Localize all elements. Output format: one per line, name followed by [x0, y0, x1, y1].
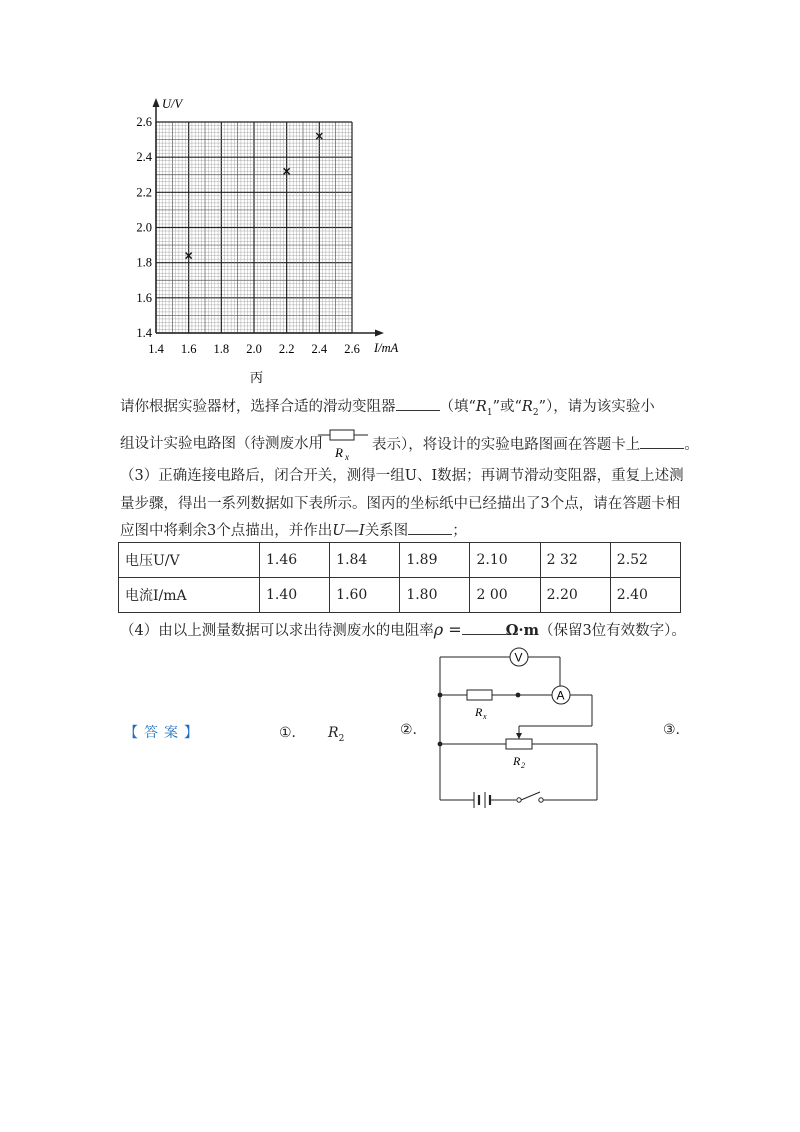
figure-caption: 丙 — [250, 371, 264, 386]
q2-text-d: ”），请为该实验小 — [538, 399, 655, 415]
x-tick-label: 1.4 — [148, 342, 164, 356]
q2-blank-1 — [396, 396, 440, 411]
x-axis-arrow — [375, 330, 384, 337]
table-cell: 1.46 — [260, 543, 330, 578]
q2-text-b: （填“ — [439, 399, 476, 415]
x-tick-label: 2.4 — [311, 342, 328, 356]
junction-dots — [438, 693, 521, 747]
voltmeter-label: V — [514, 650, 523, 665]
q2-line2-text-a: 组设计实验电路图（待测废水用 — [120, 436, 323, 452]
rx-label-subscript: x — [483, 712, 487, 721]
question3-line2: 量步骤，得出一系列数据如下表所示。图丙的坐标纸中已经描出了3个点，请在答题卡相 — [120, 496, 681, 512]
q2-line2-end: 。 — [684, 437, 699, 453]
ammeter-label: A — [556, 688, 565, 703]
x-axis-label: I/mA — [374, 341, 399, 355]
q4-blank — [462, 620, 506, 635]
current-header: 电流I/mA — [119, 578, 260, 613]
y-tick-label: 2.4 — [136, 150, 152, 165]
graph-grid — [156, 122, 352, 333]
y-tick-label: 1.8 — [136, 255, 152, 270]
table-cell: 1.40 — [260, 578, 330, 613]
table-cell: 2 00 — [470, 578, 540, 613]
voltage-header: 电压U/V — [119, 543, 260, 578]
table-cell: 1.80 — [400, 578, 470, 613]
y-axis-label: U/V — [162, 97, 183, 111]
answer-item-1 — [279, 722, 344, 744]
x-tick-label: 2.0 — [246, 342, 262, 356]
q2-line2-text-b: 表示），将设计的实验电路图画在答题卡上 — [372, 437, 641, 453]
table-cell: 2 32 — [540, 543, 610, 578]
answer-item-3: ③. — [663, 722, 681, 738]
table-cell: 1.60 — [330, 578, 400, 613]
r2-subscript: 2 — [532, 407, 539, 418]
answer-label: 【答案】 — [124, 725, 204, 741]
rx-label: R — [475, 705, 483, 719]
q4-text-b: （保留3位有效数字）。 — [538, 623, 686, 639]
table-row-current — [119, 578, 681, 613]
x-tick-label: 1.8 — [213, 342, 230, 356]
y-tick-labels — [136, 115, 152, 340]
x-tick-labels — [148, 342, 360, 356]
y-tick-label: 1.6 — [136, 290, 152, 305]
q4-unit: Ω·m — [505, 622, 539, 639]
question2-line2-tail — [372, 434, 699, 455]
r2-label: R — [513, 754, 521, 768]
y-tick-label: 2.2 — [136, 185, 152, 200]
r2-label-subscript: 2 — [521, 761, 525, 770]
circuit-diagram — [430, 640, 610, 810]
answer-item-1-subscript: 2 — [338, 733, 345, 744]
q3-text-c: 关系图 — [364, 523, 409, 539]
r1-symbol: R — [475, 399, 487, 415]
question4-line — [120, 620, 686, 641]
switch-icon — [517, 798, 543, 802]
table-cell: 2.40 — [610, 578, 680, 613]
y-tick-label: 1.4 — [136, 326, 152, 340]
measurement-table — [118, 542, 681, 613]
q4-text-a: （4）由以上测量数据可以求出待测废水的电阻率 — [120, 623, 434, 639]
table-cell: 2.20 — [540, 578, 610, 613]
table-row-voltage — [119, 543, 681, 578]
q2-text-a: 请你根据实验器材，选择合适的滑动变阻器 — [120, 399, 396, 415]
question2-line2 — [120, 434, 323, 454]
q3-text-end: ； — [452, 523, 467, 539]
slider-arrow-icon — [516, 733, 522, 739]
answer-item-1-value: R — [328, 725, 339, 741]
rho-symbol: ρ = — [433, 620, 462, 639]
rx-symbol-subscript: x — [345, 452, 349, 462]
q3-blank — [408, 520, 452, 535]
q3-ui-symbol: U—I — [332, 523, 365, 539]
r1-subscript: 1 — [486, 407, 493, 418]
answer-item-1-marker: ①． — [279, 725, 306, 741]
x-tick-label: 1.6 — [180, 342, 197, 356]
table-cell: 1.89 — [400, 543, 470, 578]
y-axis-arrow — [153, 98, 160, 107]
table-cell: 2.52 — [610, 543, 680, 578]
q3-text-a: 应图中将剩余3个点描出，并作出 — [120, 523, 333, 539]
question2-line1 — [120, 396, 655, 423]
x-tick-label: 2.2 — [278, 342, 295, 356]
table-cell: 2.10 — [470, 543, 540, 578]
y-tick-label: 2.6 — [136, 115, 152, 129]
question3-line1: （3）正确连接电路后，闭合开关，测得一组U、I数据；再调节滑动变阻器，重复上述测 — [120, 468, 684, 484]
r2-symbol: R — [521, 399, 533, 415]
table-cell: 1.84 — [330, 543, 400, 578]
q2-text-c: ”或“ — [492, 399, 522, 415]
resistor-symbol-rx — [318, 426, 368, 462]
rx-symbol-label: R — [335, 445, 343, 460]
x-tick-label: 2.6 — [344, 342, 360, 356]
question3-line3 — [120, 520, 467, 541]
u-i-graph — [130, 90, 420, 390]
y-tick-label: 2.0 — [136, 220, 152, 235]
battery-icon — [474, 792, 490, 808]
answer-item-2: ②. — [400, 722, 418, 738]
q2-blank-2 — [640, 434, 684, 449]
